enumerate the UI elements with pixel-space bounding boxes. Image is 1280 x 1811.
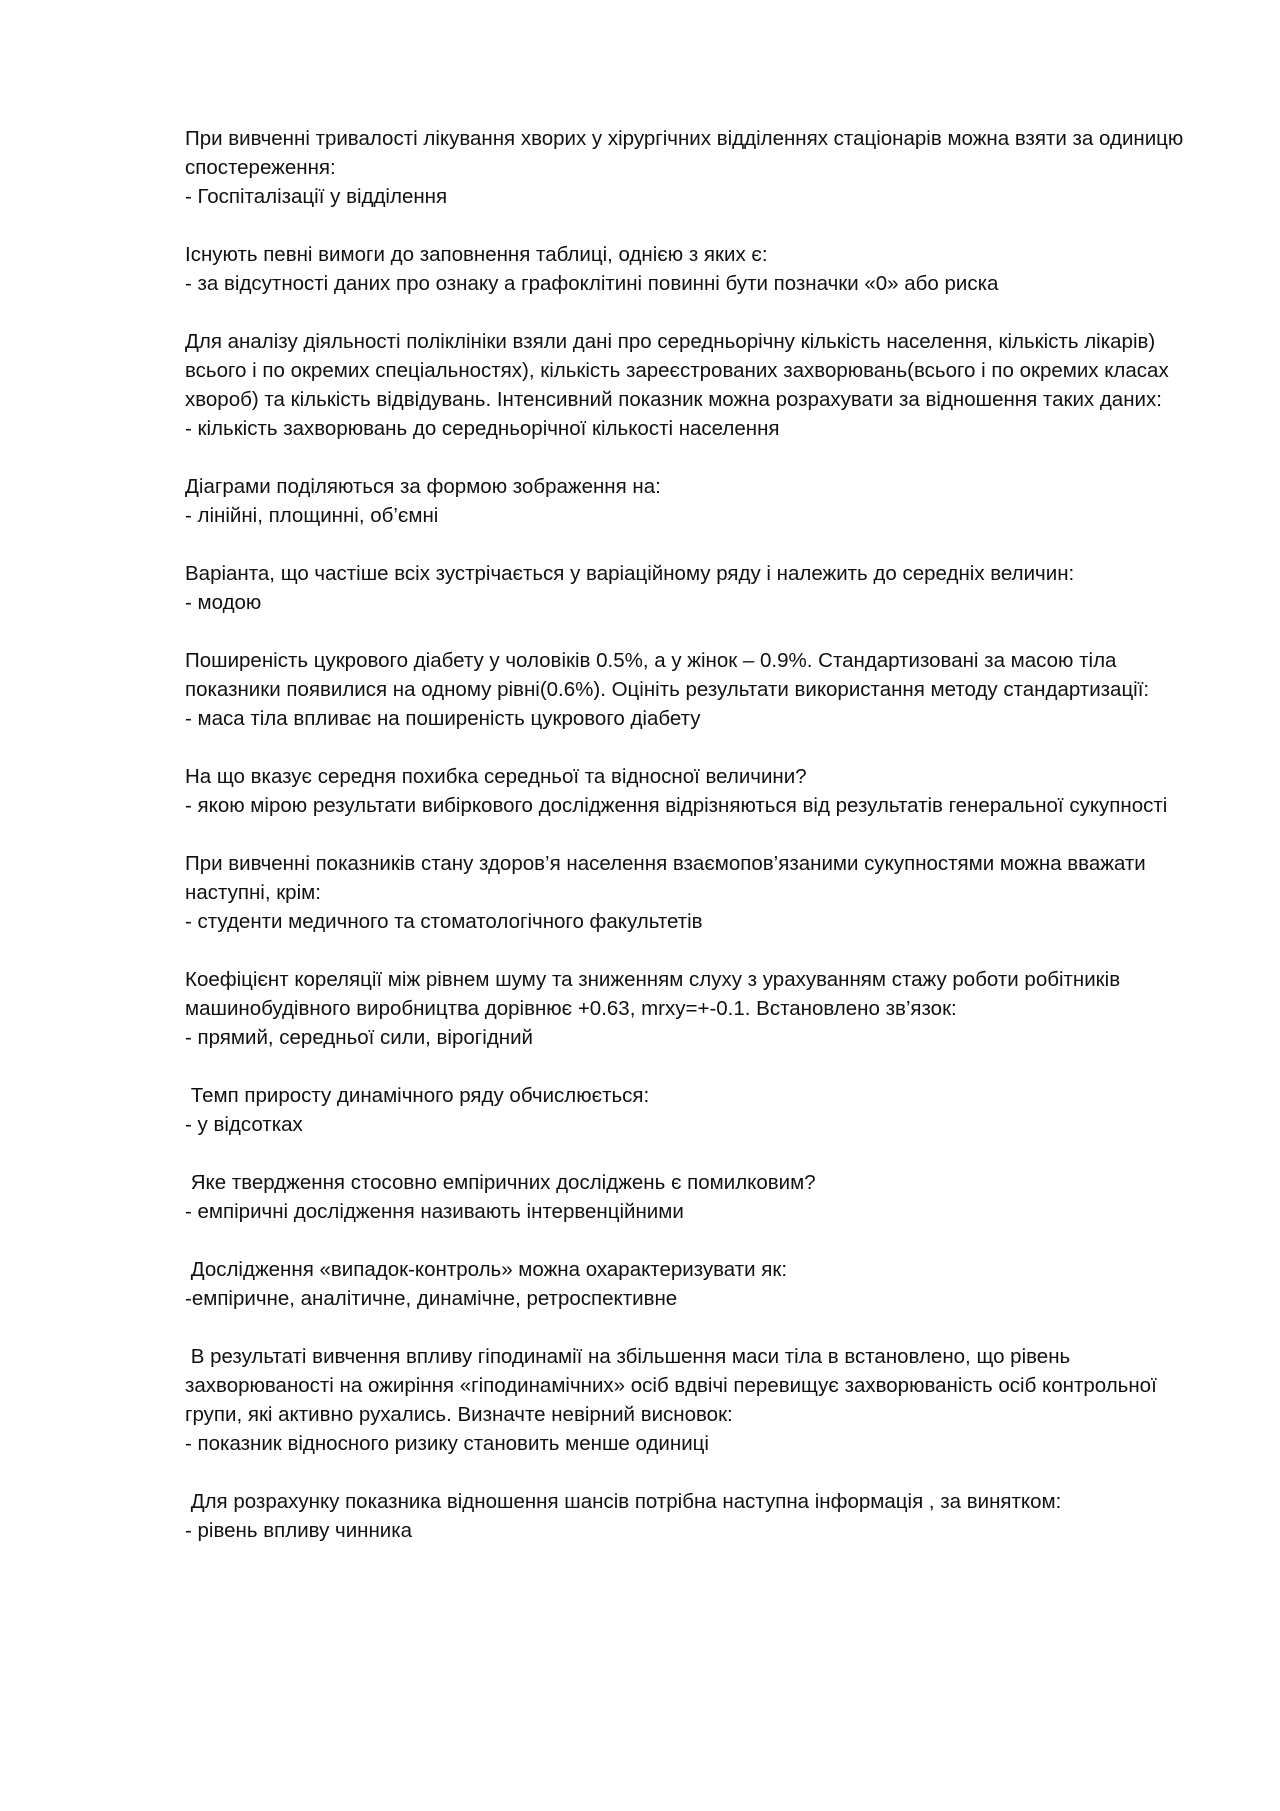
answer-text: - Госпіталізації у відділення xyxy=(185,185,448,208)
qa-item-10 xyxy=(185,1081,1195,1139)
question-text: Варіанта, що частіше всіх зустрічається у варіаційному ряду і належить до середніх величин: xyxy=(185,562,1075,585)
question-text: Діаграми поділяються за формою зображення на: xyxy=(185,475,661,498)
question-text: В результаті вивчення впливу гіподинамії на збільшення маси тіла в встановлено, що рівень захворюваності на ожиріння «гіподинамічних» осіб вдвічі перевищує захворюваність осіб контрольної групи, які активно рухались. Визначте невірний висновок: xyxy=(185,1345,1163,1426)
answer-text: - студенти медичного та стоматологічного факультетів xyxy=(185,910,703,933)
answer-text: - маса тіла впливає на поширеність цукрового діабету xyxy=(185,707,701,730)
answer-text: - модою xyxy=(185,591,262,614)
answer-text: - прямий, середньої сили, вірогідний xyxy=(185,1026,534,1049)
qa-item-5 xyxy=(185,559,1195,617)
qa-item-3 xyxy=(185,327,1195,443)
question-text: На що вказує середня похибка середньої та відносної величини? xyxy=(185,765,807,788)
question-text: Для розрахунку показника відношення шансів потрібна наступна інформація , за винятком: xyxy=(185,1490,1062,1513)
answer-text: - кількість захворювань до середньорічної кількості населення xyxy=(185,417,780,440)
question-text: Для аналізу діяльності поліклініки взяли дані про середньорічну кількість населення, кількість лікарів) всього і по окремих спеціальностях), кількість зареєстрованих захворювань(всього і по окремих класах хвороб) та кількість відвідувань. Інтенсивний показник можна розрахувати за відношення таких даних: xyxy=(185,330,1175,411)
qa-item-9 xyxy=(185,965,1195,1052)
answer-text: - за відсутності даних про ознаку а графоклітині повинні бути позначки «0» або риска xyxy=(185,272,999,295)
question-text: Поширеність цукрового діабету у чоловіків 0.5%, а у жінок – 0.9%. Стандартизовані за масою тіла показники появилися на одному рівні(0.6%). Оцініть результати використання методу стандартизації: xyxy=(185,649,1150,701)
qa-item-2 xyxy=(185,240,1195,298)
question-text: Яке твердження стосовно емпіричних досліджень є помилковим? xyxy=(185,1171,816,1194)
answer-text: - лінійні, площинні, об’ємні xyxy=(185,504,439,527)
question-text: Існують певні вимоги до заповнення таблиці, однією з яких є: xyxy=(185,243,768,266)
answer-text: -емпіричне, аналітичне, динамічне, ретроспективне xyxy=(185,1287,678,1310)
answer-text: - емпіричні дослідження називають інтервенційними xyxy=(185,1200,684,1223)
qa-item-14 xyxy=(185,1487,1195,1545)
qa-item-1 xyxy=(185,124,1195,211)
qa-item-13 xyxy=(185,1342,1195,1458)
question-text: Темп приросту динамічного ряду обчислюється: xyxy=(185,1084,650,1107)
answer-text: - рівень впливу чинника xyxy=(185,1519,413,1542)
answer-text: - показник відносного ризику становить менше одиниці xyxy=(185,1432,709,1455)
qa-item-7 xyxy=(185,762,1195,820)
qa-item-4 xyxy=(185,472,1195,530)
qa-item-11 xyxy=(185,1168,1195,1226)
question-text: Дослідження «випадок-контроль» можна охарактеризувати як: xyxy=(185,1258,788,1281)
answer-text: - у відсотках xyxy=(185,1113,303,1136)
question-text: При вивченні показників стану здоров’я населення взаємопов’язаними сукупностями можна вважати наступні, крім: xyxy=(185,852,1152,904)
answer-text: - якою мірою результати вибіркового дослідження відрізняються від результатів генеральної сукупності xyxy=(185,794,1168,817)
document-page xyxy=(185,124,1195,1574)
question-text: При вивченні тривалості лікування хворих у хірургічних відділеннях стаціонарів можна взяти за одиницю спостереження: xyxy=(185,127,1189,179)
question-text: Коефіцієнт кореляції між рівнем шуму та зниженням слуху з урахуванням стажу роботи робітників машинобудівного виробництва дорівнює +0.63, mrxy=+-0.1. Встановлено зв’язок: xyxy=(185,968,1126,1020)
qa-item-6 xyxy=(185,646,1195,733)
qa-item-8 xyxy=(185,849,1195,936)
qa-item-12 xyxy=(185,1255,1195,1313)
